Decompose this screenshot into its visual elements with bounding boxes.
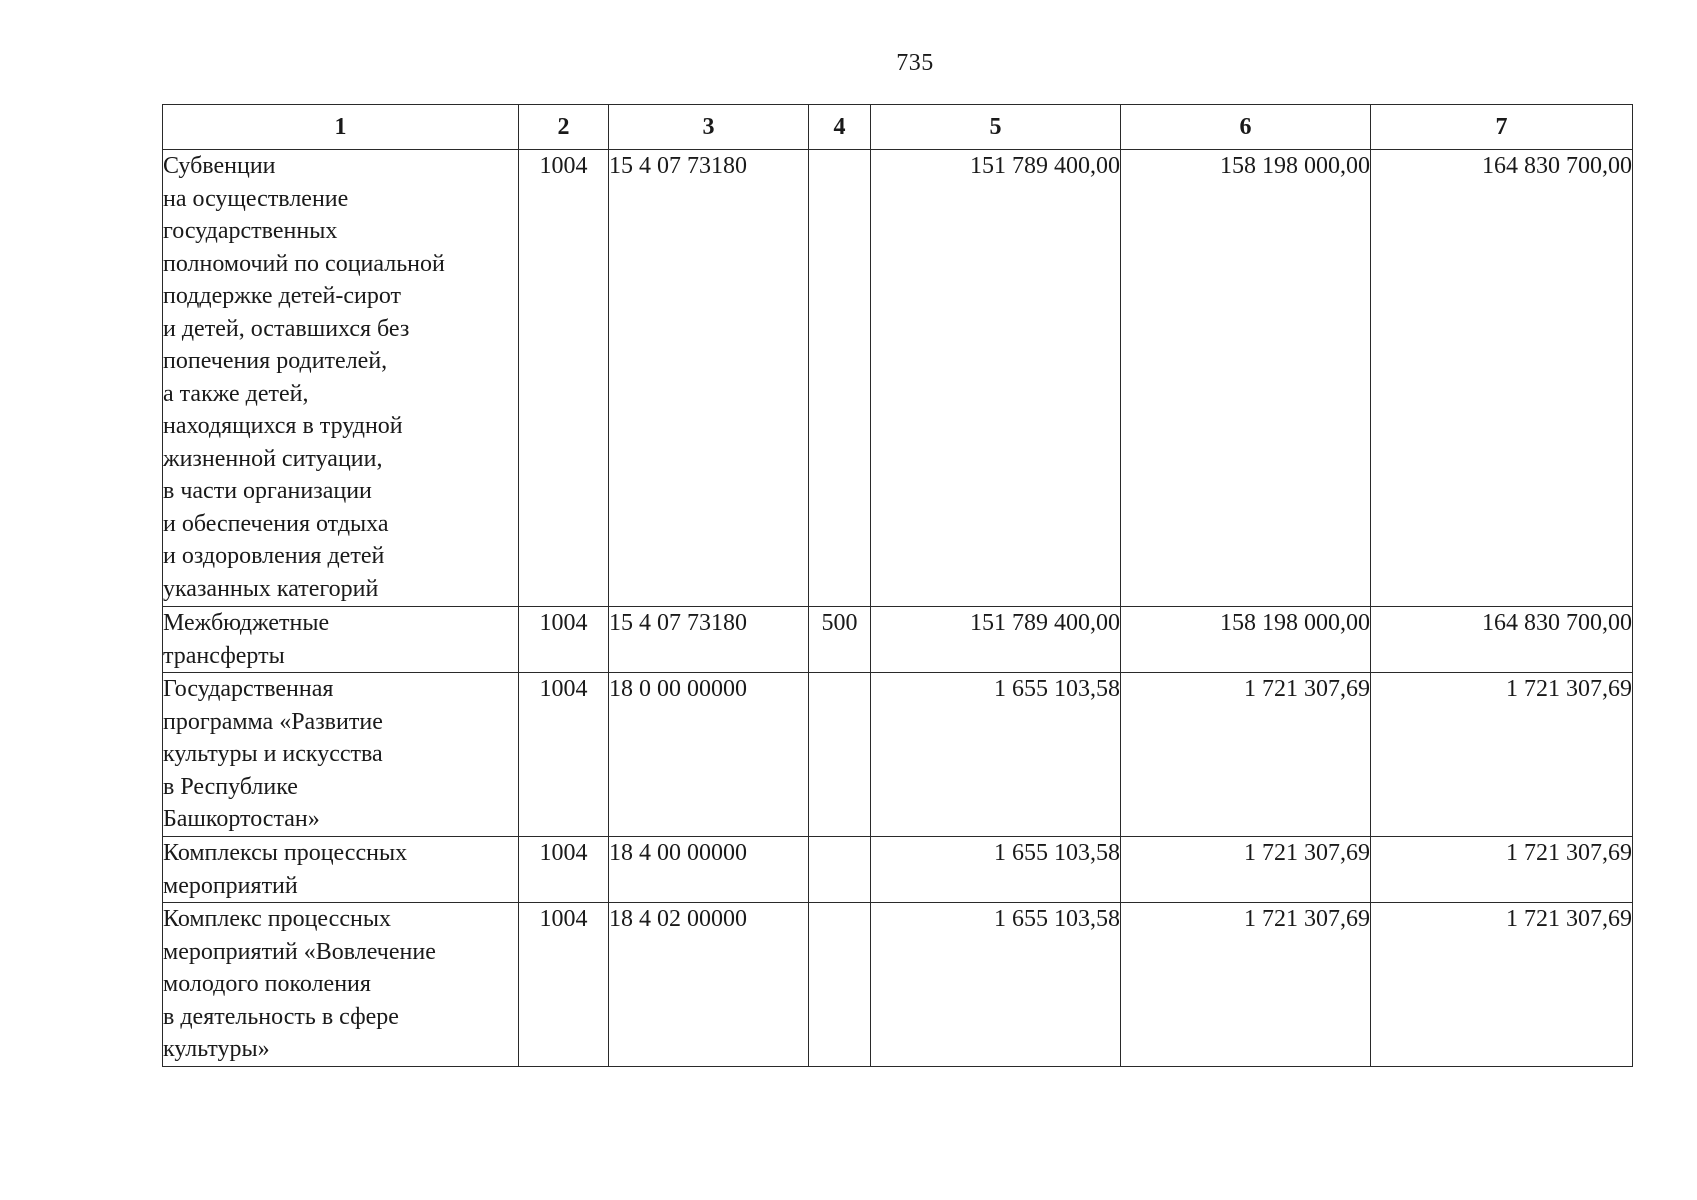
row-section: 1004	[519, 607, 609, 673]
row-name-line: в Республике	[163, 773, 298, 800]
row-name-line: а также детей,	[163, 380, 309, 407]
row-target: 18 0 00 00000	[609, 673, 809, 837]
row-name-line: указанных категорий	[163, 575, 379, 602]
row-amount-year2: 1 721 307,69	[1121, 837, 1371, 903]
row-type	[809, 903, 871, 1067]
row-amount-year3: 164 830 700,00	[1371, 607, 1633, 673]
row-type	[809, 837, 871, 903]
row-target: 18 4 02 00000	[609, 903, 809, 1067]
row-name-line: и обеспечения отдыха	[163, 510, 389, 537]
row-name-line: и оздоровления детей	[163, 543, 385, 569]
row-amount-year2: 158 198 000,00	[1121, 150, 1371, 607]
row-amount-year2: 1 721 307,69	[1121, 673, 1371, 837]
row-target: 18 4 00 00000	[609, 837, 809, 903]
row-name-line: в деятельность в сфере	[163, 1003, 399, 1030]
budget-table	[162, 104, 1633, 1067]
row-name-line: попечения родителей,	[163, 348, 388, 374]
row-name-line: жизненной ситуации,	[163, 445, 383, 472]
row-section: 1004	[519, 150, 609, 607]
row-name-line: в части организации	[163, 478, 372, 504]
row-amount-year3: 164 830 700,00	[1371, 150, 1633, 607]
row-name-line: на осуществление	[163, 185, 349, 212]
header-col-7: 7	[1371, 105, 1633, 150]
header-col-1: 1	[163, 105, 519, 150]
row-amount-year1: 1 655 103,58	[871, 903, 1121, 1067]
header-col-2: 2	[519, 105, 609, 150]
header-col-4: 4	[809, 105, 871, 150]
header-col-5: 5	[871, 105, 1121, 150]
page-number: 735	[896, 50, 934, 76]
row-name-line: трансферты	[163, 642, 285, 669]
row-section: 1004	[519, 673, 609, 837]
table-row	[163, 607, 1633, 673]
row-name-line: мероприятий «Вовлечение	[163, 938, 436, 965]
row-target: 15 4 07 73180	[609, 150, 809, 607]
row-name-line: Субвенции	[163, 153, 276, 179]
row-type	[809, 673, 871, 837]
table-row	[163, 837, 1633, 903]
row-name	[163, 903, 519, 1067]
table-row	[163, 150, 1633, 607]
row-name-line: находящихся в трудной	[163, 413, 403, 439]
row-section: 1004	[519, 903, 609, 1067]
row-name-line: Комплекс процессных	[163, 906, 391, 932]
row-name-line: программа «Развитие	[163, 708, 383, 735]
row-name-line: и детей, оставшихся без	[163, 315, 410, 342]
row-amount-year2: 1 721 307,69	[1121, 903, 1371, 1067]
row-name-line: полномочий по социальной	[163, 250, 445, 277]
row-name-line: Государственная	[163, 676, 334, 702]
row-name-line: государственных	[163, 218, 338, 244]
row-name-line: культуры»	[163, 1036, 270, 1062]
row-name-line: Башкортостан»	[163, 806, 320, 832]
row-type	[809, 150, 871, 607]
row-amount-year2: 158 198 000,00	[1121, 607, 1371, 673]
header-row	[163, 105, 1633, 150]
row-amount-year3: 1 721 307,69	[1371, 837, 1633, 903]
row-name	[163, 607, 519, 673]
row-name	[163, 150, 519, 607]
row-section: 1004	[519, 837, 609, 903]
header-col-3: 3	[609, 105, 809, 150]
row-name-line: мероприятий	[163, 872, 298, 899]
row-name-line: Комплексы процессных	[163, 840, 408, 866]
row-amount-year1: 151 789 400,00	[871, 607, 1121, 673]
row-amount-year1: 1 655 103,58	[871, 837, 1121, 903]
row-name-line: молодого поколения	[163, 971, 371, 997]
row-amount-year3: 1 721 307,69	[1371, 673, 1633, 837]
row-amount-year1: 151 789 400,00	[871, 150, 1121, 607]
table-row	[163, 903, 1633, 1067]
header-col-6: 6	[1121, 105, 1371, 150]
table-row	[163, 673, 1633, 837]
row-target: 15 4 07 73180	[609, 607, 809, 673]
row-amount-year1: 1 655 103,58	[871, 673, 1121, 837]
row-name-line: Межбюджетные	[163, 610, 330, 636]
row-type: 500	[809, 607, 871, 673]
row-name-line: культуры и искусства	[163, 741, 383, 767]
row-name	[163, 837, 519, 903]
row-name	[163, 673, 519, 837]
row-name-line: поддержке детей-сирот	[163, 283, 402, 309]
row-amount-year3: 1 721 307,69	[1371, 903, 1633, 1067]
